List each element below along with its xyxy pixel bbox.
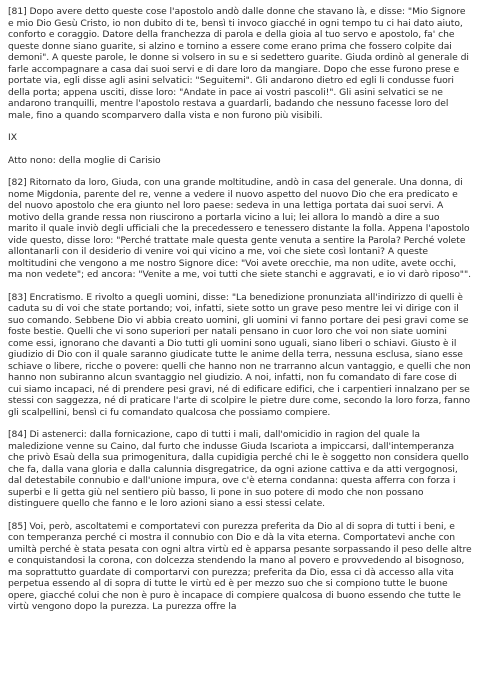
chapter-title: Atto nono: della moglie di Carisio <box>8 154 161 166</box>
paragraph-82: [82] Ritornato da loro, Giuda, con una grande moltitudine, andò in casa del generale. Una donna, di nome Migdonia, parente del re, venne a vedere il nuovo aspetto del nuovo Dio che era predicato e del nuovo apostolo che era giunto nel loro paese: sedeva in una lettiga portata dai suoi servi. A motivo della grande ressa non riuscirono a portarla vicino a lui; lei allora lo mandò a dire a suo marito il quale inviò degli ufficiali che la precedessero e tenessero distante la folla. Appena l'apostolo vide questo, disse loro: "Perché trattate male questa gente venuta a sentire la Parola? Perché volete allontanarli con il desiderio di venire voi qui vicino a me, voi che siete così lontani? A queste moltitudini che vengono a me nostro Signore dice: "Voi avete orecchie, ma non udite, avete occhi, ma non vedete"; ed ancora: "Venite a me, voi tutti che siete stanchi e aggravati, e io vi darò riposo"". <box>8 177 471 280</box>
paragraph-81: [81] Dopo avere detto queste cose l'apostolo andò dalle donne che stavano là, e disse: "Mio Signore e mio Dio Gesù Cristo, io non dubito di te, bensì ti invoco giacché in ogni tempo tu ci hai dato aiuto, conforto e coraggio. Datore della franchezza di parola e della gioia al tuo servo e apostolo, fa' che queste donne siano guarite, si alzino e tornino a essere come erano prima che fossero colpite dai demoni". A queste parole, le donne si volsero in su e si sedettero guarite. Giuda ordinò al generale di farle accompagnare a casa dai suoi servi e di dare loro da mangiare. Dopo che esse furono prese e portate via, egli disse agli asini selvatici: "Seguitemi". Gli andarono dietro ed egli li condusse fuori della porta; appena usciti, disse loro: "Andate in pace ai vostri pascoli!". Gli asini selvatici se ne andarono tranquilli, mentre l'apostolo restava a guardarli, badando che nessuno facesse loro del male, fino a quando scomparvero dalla vista e non furono più visibili. <box>8 6 469 121</box>
chapter-number: IX <box>8 132 18 143</box>
paragraph-84: [84] Di astenerci: dalla fornicazione, capo di tutti i mali, dall'omicidio in ragion del quale la maledizione venne su Caino, dal furto che indusse Giuda Iscariota a impiccarsi, dall'intemperanza che privò Esaù della sua primogenitura, dalla cupidigia perché chi le è soggetto non considera quello che fa, dalla vana gloria e dalla calunnia disgregatrice, da ogni azione cattiva e da atti vergognosi, dal detestabile connubio e dall'unione impura, ove c'è eterna condanna: questa afferra con forza i superbi e li getta giù nel sentiero più basso, li pone in suo potere di modo che non possano distinguere quello che fanno e le loro azioni siano a essi stessi celate. <box>8 429 469 509</box>
paragraph-85: [85] Voi, però, ascoltatemi e comportatevi con purezza preferita da Dio al di sopra di tutti i beni, e con temperanza perché ci mostra il connubio con Dio e dà la vita eterna. Comportatevi anche con umiltà perché è stata pesata con ogni altra virtù ed è apparsa pesante sorpassando il peso delle altre e conquistandosi la corona, con dolcezza stendendo la mano al povero e provvedendo al bisognoso, ma soprattutto guardate di comportarvi con purezza; preferita da Dio, essa ci dà accesso alla vita perpetua essendo al di sopra di tutte le virtù ed è per mezzo suo che si compiono tutte le buone opere, giacché colui che non è puro è incapace di compiere qualcosa di buono essendo che tutte le virtù vengono dopo la purezza. La purezza offre la <box>8 520 472 612</box>
paragraph-83: [83] Encratismo. E rivolto a quegli uomini, disse: "La benedizione pronunziata all'indirizzo di quelli è caduta su di voi che state portando; voi, infatti, siete sotto un grave peso mentre lei vi dirige con il suo comando. Sebbene Dio vi abbia creato uomini, gli uomini vi fanno portare dei pesi gravi come se foste bestie. Quelli che vi sono superiori per natali pensano in cuor loro che voi non siate uomini come essi, ignorano che davanti a Dio tutti gli uomini sono uguali, siano liberi o schiavi. Giusto è il giudizio di Dio con il quale saranno giudicate tutte le anime della terra, nessuna esclusa, siano esse schiave o libere, ricche o povere: quelli che hanno non ne trarranno alcun vantaggio, e quelli che non hanno non subiranno alcun svantaggio nel giudizio. A noi, infatti, non fu comandato di fare cose di cui siamo incapaci, né di prendere pesi gravi, né di edificare edifici, che i carpentieri innalzano per se stessi con saggezza, né di praticare l'arte di scolpire le pietre dure come, secondo la loro forza, fanno gli scalpellini, bensì ci fu comandato qualcosa che possiamo compiere. <box>8 291 471 418</box>
